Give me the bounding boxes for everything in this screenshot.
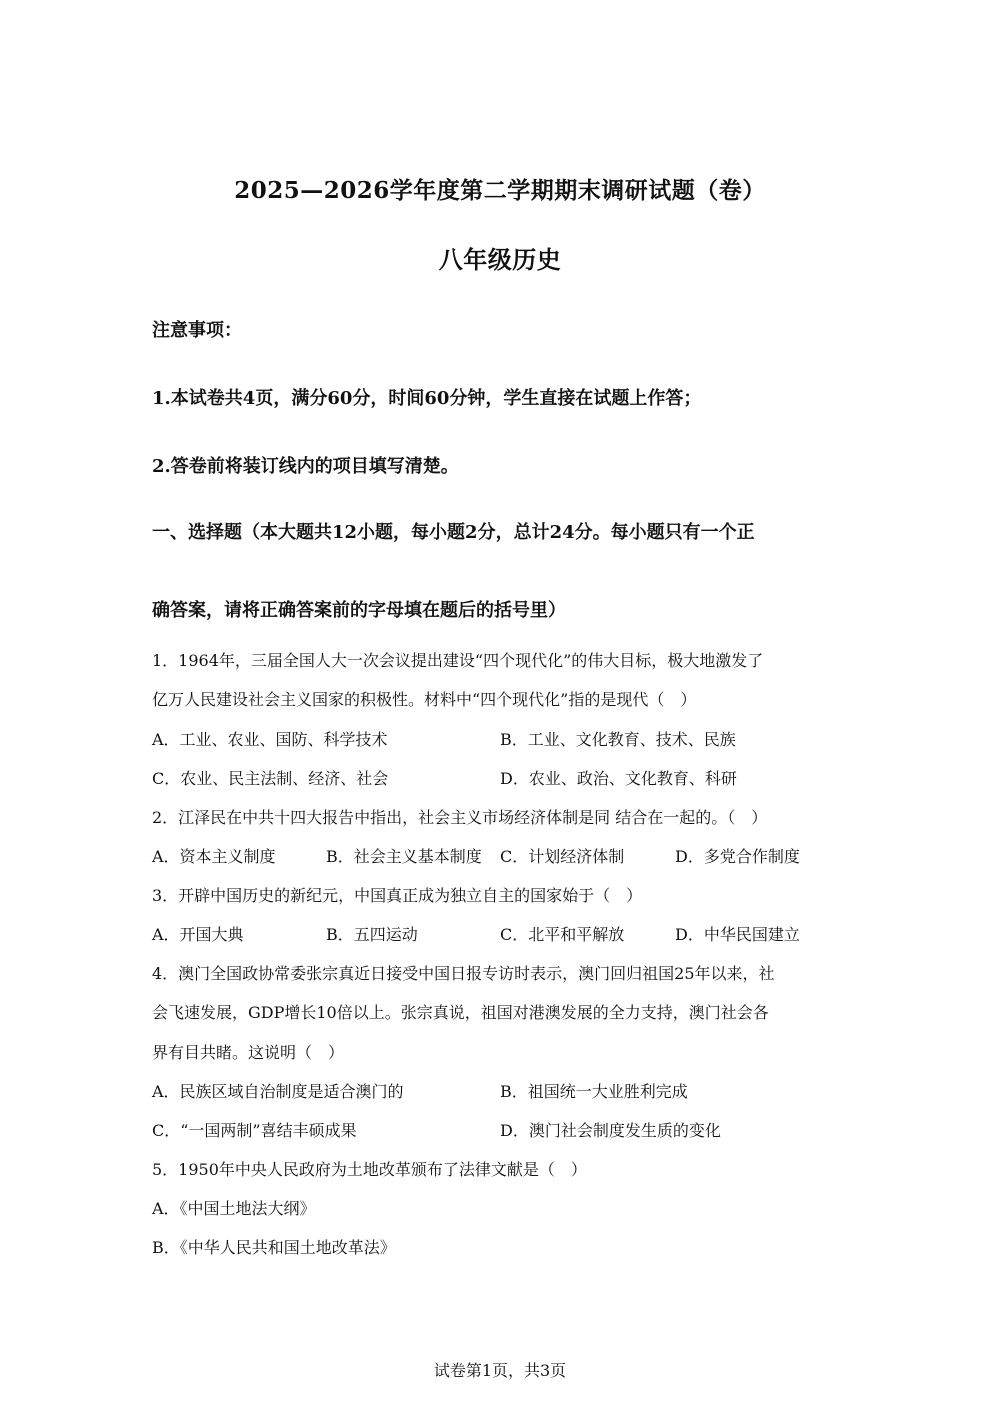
page-title: 2025—2026学年度第二学期期末调研试题（卷）	[234, 177, 766, 204]
notice-item-1: 1.本试卷共4页，满分60分，时间60分钟，学生直接在试题上作答；	[152, 388, 702, 409]
notice-item-2: 2.答卷前将装订线内的项目填写清楚。	[152, 456, 459, 477]
question-2-option-d: D．多党合作制度	[675, 847, 800, 866]
question-5-option-b: B．《中华人民共和国土地改革法》	[152, 1238, 396, 1257]
question-4-line-1: 4．澳门全国政协常委张宗真近日接受中国日报专访时表示，澳门回归祖国25年以来，社	[152, 964, 775, 983]
question-3-line-1: 3．开辟中国历史的新纪元，中国真正成为独立自主的国家始于（ ）	[152, 886, 643, 905]
section-heading-line1: 一、选择题（本大题共12小题，每小题2分，总计24分。每小题只有一个正	[152, 522, 755, 543]
question-1-line-1: 1．1964年，三届全国人大一次会议提出建设“四个现代化”的伟大目标，极大地激发了	[152, 651, 764, 670]
question-5-option-a: A．《中国土地法大纲》	[152, 1199, 316, 1218]
question-1-option-c: C．农业、民主法制、经济、社会	[152, 769, 389, 788]
notice-heading: 注意事项：	[152, 320, 242, 341]
question-3-option-a: A．开国大典	[152, 925, 244, 944]
question-4-option-b: B．祖国统一大业胜利完成	[500, 1082, 688, 1101]
question-3-option-b: B．五四运动	[326, 925, 418, 944]
question-4-option-d: D．澳门社会制度发生质的变化	[500, 1121, 721, 1140]
question-1-option-d: D．农业、政治、文化教育、科研	[500, 769, 737, 788]
question-1-option-a: A．工业、农业、国防、科学技术	[152, 730, 388, 749]
section-heading-line2: 确答案，请将正确答案前的字母填在题后的括号里）	[152, 600, 566, 621]
question-3-option-d: D．中华民国建立	[675, 925, 800, 944]
question-2-option-a: A．资本主义制度	[152, 847, 276, 866]
question-5-line-1: 5．1950年中央人民政府为土地改革颁布了法律文献是（ ）	[152, 1160, 587, 1179]
question-4-line-2: 会飞速发展，GDP增长10倍以上。张宗真说，祖国对港澳发展的全力支持，澳门社会各	[152, 1003, 769, 1022]
question-4-line-3: 界有目共睹。这说明（ ）	[152, 1043, 345, 1062]
question-2-option-b: B．社会主义基本制度	[326, 847, 482, 866]
question-4-option-a: A．民族区域自治制度是适合澳门的	[152, 1082, 404, 1101]
question-3-option-c: C．北平和平解放	[500, 925, 625, 944]
question-2-option-c: C．计划经济体制	[500, 847, 625, 866]
page-subtitle: 八年级历史	[438, 245, 562, 274]
question-4-option-c: C．“一国两制”喜结丰硕成果	[152, 1121, 357, 1140]
page-footer: 试卷第1页，共3页	[433, 1361, 567, 1380]
question-1-option-b: B．工业、文化教育、技术、民族	[500, 730, 736, 749]
question-2-line-1: 2．江泽民在中共十四大报告中指出，社会主义市场经济体制是同 结合在一起的。（ ）	[152, 808, 768, 827]
question-1-line-2: 亿万人民建设社会主义国家的积极性。材料中“四个现代化”指的是现代（ ）	[152, 690, 697, 709]
